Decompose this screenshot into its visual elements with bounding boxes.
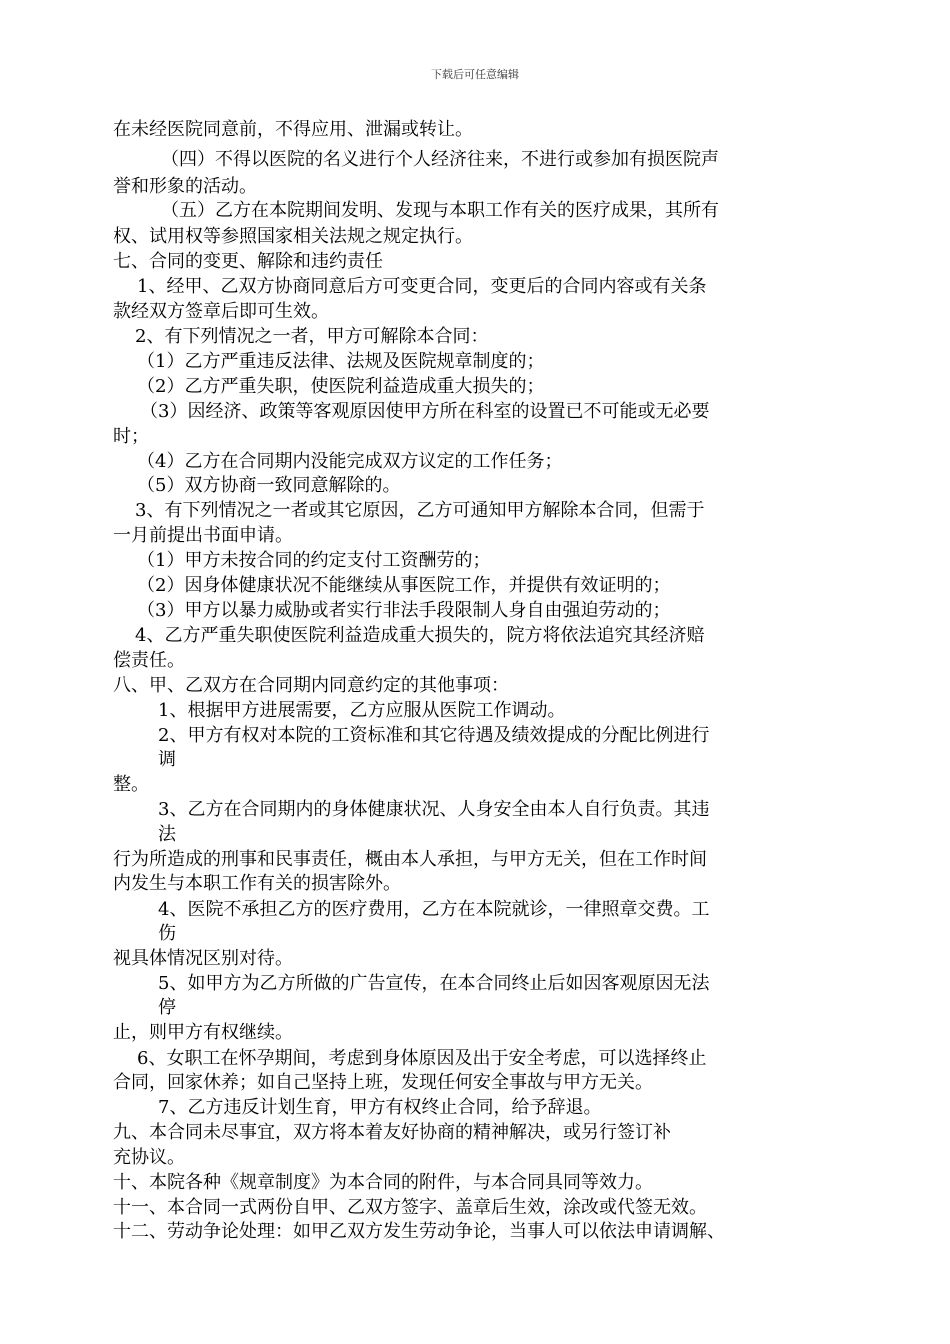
text-line: 4、乙方严重失职使医院利益造成重大损失的，院方将依法追究其经济赔 — [135, 625, 705, 646]
text-line: 时； — [113, 426, 149, 447]
text-line: 在未经医院同意前，不得应用、泄漏或转让。 — [113, 119, 473, 140]
text-line: 整。 — [113, 774, 149, 795]
text-line: 十、本院各种《规章制度》为本合同的附件，与本合同具同等效力。 — [113, 1172, 653, 1193]
section-heading: 八、甲、乙双方在合同期内同意约定的其他事项： — [113, 675, 509, 696]
text-line: 法 — [158, 824, 176, 845]
text-line: 7、乙方违反计划生育，甲方有权终止合同，给予辞退。 — [158, 1097, 602, 1118]
text-line: 止，则甲方有权继续。 — [113, 1022, 293, 1043]
text-line: （2）乙方严重失职，使医院利益造成重大损失的； — [137, 376, 545, 397]
text-line: 行为所造成的刑事和民事责任，概由本人承担，与甲方无关，但在工作时间 — [113, 849, 707, 870]
text-line: （3）因经济、政策等客观原因使甲方所在科室的设置已不可能或无必要 — [140, 401, 710, 422]
text-line: 十二、劳动争论处理：如甲乙双方发生劳动争论，当事人可以依法申请调解、 — [113, 1221, 725, 1242]
section-heading: 七、合同的变更、解除和违约责任 — [113, 251, 383, 272]
text-line: （4）乙方在合同期内没能完成双方议定的工作任务； — [137, 451, 563, 472]
text-line: 3、有下列情况之一者或其它原因，乙方可通知甲方解除本合同，但需于 — [135, 500, 705, 521]
text-line: 权、试用权等参照国家相关法规之规定执行。 — [113, 226, 473, 247]
text-line: 伤 — [158, 923, 176, 944]
text-line: （1）甲方未按合同的约定支付工资酬劳的； — [137, 550, 491, 571]
text-line: 内发生与本职工作有关的损害除外。 — [113, 873, 401, 894]
page-header: 下载后可任意编辑 — [431, 68, 519, 81]
text-line: （五）乙方在本院期间发明、发现与本职工作有关的医疗成果，其所有 — [161, 200, 719, 221]
text-line: （5）双方协商一致同意解除的。 — [137, 475, 401, 496]
text-line: 誉和形象的活动。 — [113, 176, 257, 197]
text-line: 4、医院不承担乙方的医疗费用，乙方在本院就诊，一律照章交费。工 — [158, 899, 710, 920]
text-line: 2、甲方有权对本院的工资标准和其它待遇及绩效提成的分配比例进行 — [158, 725, 710, 746]
text-line: 款经双方签章后即可生效。 — [113, 301, 329, 322]
text-line: 合同，回家休养；如自己坚持上班，发现任何安全事故与甲方无关。 — [113, 1072, 653, 1093]
text-line: 5、如甲方为乙方所做的广告宣传，在本合同终止后如因客观原因无法 — [158, 973, 710, 994]
text-line: 九、本合同未尽事宜，双方将本着友好协商的精神解决，或另行签订补 — [113, 1122, 671, 1143]
text-line: 2、有下列情况之一者，甲方可解除本合同： — [135, 326, 489, 347]
text-line: 偿责任。 — [113, 650, 185, 671]
text-line: 调 — [158, 749, 176, 770]
text-line: （四）不得以医院的名义进行个人经济往来，不进行或参加有损医院声 — [161, 149, 719, 170]
text-line: 1、经甲、乙双方协商同意后方可变更合同，变更后的合同内容或有关条 — [137, 276, 707, 297]
text-line: 十一、本合同一式两份自甲、乙双方签字、盖章后生效，涂改或代签无效。 — [113, 1197, 707, 1218]
text-line: （1）乙方严重违反法律、法规及医院规章制度的； — [137, 351, 545, 372]
text-line: 6、女职工在怀孕期间，考虑到身体原因及出于安全考虑，可以选择终止 — [137, 1048, 707, 1069]
text-line: 视具体情况区别对待。 — [113, 948, 293, 969]
text-line: 充协议。 — [113, 1147, 185, 1168]
text-line: 一月前提出书面申请。 — [113, 525, 293, 546]
text-line: 停 — [158, 997, 176, 1018]
text-line: （3）甲方以暴力威胁或者实行非法手段限制人身自由强迫劳动的； — [137, 600, 671, 621]
text-line: 3、乙方在合同期内的身体健康状况、人身安全由本人自行负责。其违 — [158, 799, 710, 820]
text-line: 1、根据甲方进展需要，乙方应服从医院工作调动。 — [158, 700, 566, 721]
text-line: （2）因身体健康状况不能继续从事医院工作，并提供有效证明的； — [137, 575, 671, 596]
